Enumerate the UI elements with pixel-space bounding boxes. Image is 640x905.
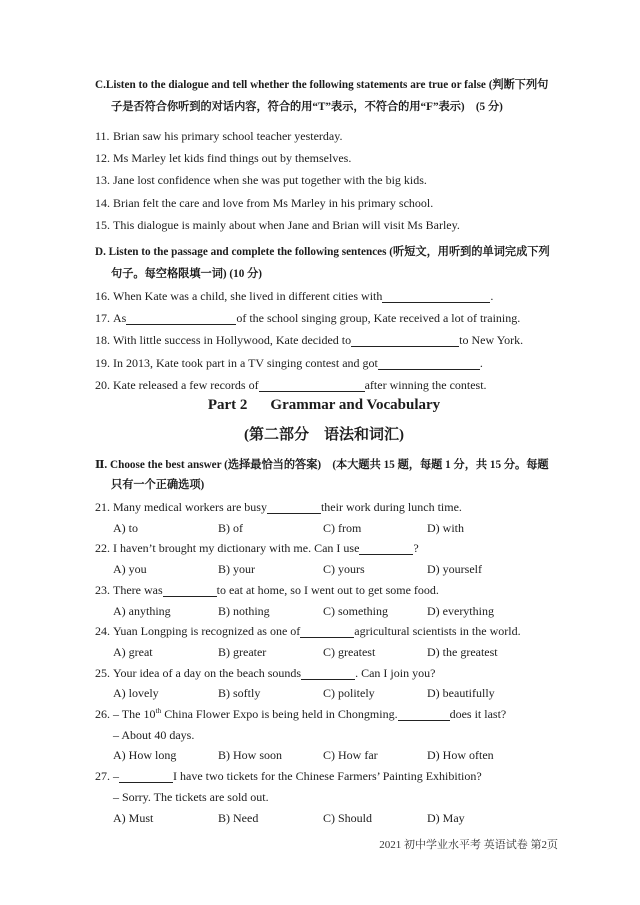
question-row	[95, 169, 553, 191]
answer-blank	[259, 389, 365, 392]
question-row	[95, 214, 553, 236]
answer-option: C) from	[323, 520, 362, 535]
answer-option: C) politely	[323, 686, 375, 701]
answer-option: A) anything	[113, 603, 171, 618]
section-c-heading: C.Listen to the dialogue and tell whether the following statements are true or false (判断下列句子是否符合你听到的对话内容，符合的用“T”表示，不符合的用“F”表示) (5 分)	[95, 79, 549, 113]
answer-blank	[163, 594, 217, 597]
question-number: 20.	[95, 377, 110, 392]
part2-subtitle: (第二部分 语法和词汇)	[244, 427, 404, 444]
answer-option: D) yourself	[427, 562, 482, 577]
question-text: With little success in Hollywood, Kate decided to to New York.	[113, 333, 524, 348]
answer-blank	[267, 511, 321, 514]
section-c-questions	[95, 125, 553, 236]
question-number: 27.	[95, 769, 110, 784]
options-row	[113, 808, 553, 829]
section-ii-multiple-choice	[95, 455, 553, 828]
answer-option: C) something	[323, 603, 388, 618]
question-number: 22.	[95, 541, 110, 556]
question-row	[95, 704, 553, 725]
answer-option: B) of	[218, 520, 243, 535]
question-text: I haven’t brought my dictionary with me. Can I use ?	[113, 541, 419, 556]
answer-blank	[398, 718, 450, 721]
question-subline: – About 40 days.	[113, 727, 195, 742]
answer-blank	[300, 635, 354, 638]
options-row	[113, 559, 553, 580]
answer-option: B) Need	[218, 810, 259, 825]
question-text: Your idea of a day on the beach sounds . Can I join you?	[113, 665, 436, 680]
question-row	[95, 125, 553, 147]
question-row	[95, 352, 553, 374]
answer-option: B) softly	[218, 686, 261, 701]
answer-blank	[301, 677, 355, 680]
answer-option: A) great	[113, 644, 153, 659]
question-number: 23.	[95, 582, 110, 597]
answer-option: D) the greatest	[427, 644, 498, 659]
question-text: Many medical workers are busy their work during lunch time.	[113, 500, 462, 515]
question-text: There was to eat at home, so I went out to get some food.	[113, 582, 439, 597]
answer-option: B) How soon	[218, 748, 283, 763]
answer-option: D) May	[427, 810, 465, 825]
answer-option: A) you	[113, 562, 147, 577]
question-row	[95, 192, 553, 214]
question-number: 17.	[95, 311, 110, 326]
question-row	[95, 538, 553, 559]
answer-blank	[351, 344, 459, 347]
question-subline: – Sorry. The tickets are sold out.	[113, 789, 269, 804]
question-row	[95, 374, 553, 396]
question-number: 14.	[95, 195, 110, 210]
answer-option: B) nothing	[218, 603, 270, 618]
question-text: Kate released a few records of after winning the contest.	[113, 377, 487, 392]
question-text: In 2013, Kate took part in a TV singing contest and got .	[113, 355, 483, 370]
question-row	[95, 285, 553, 307]
question-number: 19.	[95, 355, 110, 370]
question-text: Ms Marley let kids find things out by themselves.	[113, 151, 352, 166]
question-number: 18.	[95, 333, 110, 348]
options-row	[113, 518, 553, 539]
question-row	[95, 497, 553, 518]
options-row	[113, 601, 553, 622]
answer-option: C) greatest	[323, 644, 376, 659]
answer-option: C) How far	[323, 748, 378, 763]
question-row	[95, 766, 553, 787]
question-row	[95, 307, 553, 329]
question-number: 11.	[95, 129, 110, 143]
question-row	[95, 329, 553, 351]
question-number: 25.	[95, 665, 110, 680]
question-text: As of the school singing group, Kate received a lot of training.	[113, 311, 521, 326]
question-number: 21.	[95, 500, 110, 515]
question-text: Jane lost confidence when she was put together with the big kids.	[113, 173, 427, 188]
page-content	[95, 74, 553, 828]
question-number: 26.	[95, 707, 110, 722]
question-number: 15.	[95, 217, 110, 232]
question-number: 13.	[95, 173, 110, 188]
answer-option: B) greater	[218, 644, 267, 659]
answer-blank	[378, 367, 480, 370]
question-text: This dialogue is mainly about when Jane and Brian will visit Ms Barley.	[113, 217, 460, 232]
question-row	[95, 621, 553, 642]
section-c-listening-true-false	[95, 74, 553, 236]
part2-title-text: Grammar and Vocabulary	[270, 397, 441, 414]
part2-label: Part 2	[207, 397, 248, 414]
question-text: Brian felt the care and love from Ms Marley in his primary school.	[113, 195, 434, 210]
answer-blank	[359, 552, 413, 555]
question-row	[95, 580, 553, 601]
question-number: 16.	[95, 289, 110, 304]
section-ii-questions	[95, 497, 553, 828]
question-text: – I have two tickets for the Chinese Farmers’ Painting Exhibition?	[113, 769, 482, 784]
answer-blank	[382, 300, 490, 303]
part2-header	[95, 396, 553, 446]
answer-option: B) your	[218, 562, 255, 577]
question-text: Yuan Longping is recognized as one of agricultural scientists in the world.	[113, 624, 521, 639]
answer-option: C) Should	[323, 810, 373, 825]
question-number: 12.	[95, 151, 110, 166]
options-row	[113, 745, 553, 766]
page-footer: 2021 初中学业水平考 英语试卷 第2页	[379, 839, 558, 851]
answer-option: D) How often	[427, 748, 494, 763]
question-number: 24.	[95, 624, 110, 639]
answer-option: D) everything	[427, 603, 494, 618]
options-row	[113, 683, 553, 704]
answer-blank	[126, 322, 236, 325]
question-text: – The 10th China Flower Expo is being held in Chongming. does it last?	[113, 706, 507, 722]
part2-title	[95, 396, 553, 414]
answer-option: A) lovely	[113, 686, 159, 701]
answer-option: A) Must	[113, 810, 154, 825]
section-ii-heading: Ⅱ. Choose the best answer (选择最恰当的答案) (本大题共 15 题，每题 1 分，共 15 分。每题只有一个正确选项)	[95, 459, 549, 492]
section-d-questions	[95, 285, 553, 396]
options-row	[113, 642, 553, 663]
question-text: When Kate was a child, she lived in different cities with .	[113, 289, 494, 304]
superscript-text: th	[155, 706, 162, 716]
question-row	[95, 147, 553, 169]
question-row	[95, 663, 553, 684]
section-d-listening-completion	[95, 241, 553, 396]
answer-option: A) to	[113, 520, 138, 535]
question-text: Brian saw his primary school teacher yesterday.	[113, 129, 343, 143]
section-d-heading: D. Listen to the passage and complete the following sentences (听短文，用听到的单词完成下列句子。每空格限填一词) (10 分)	[95, 246, 550, 281]
answer-blank	[119, 780, 173, 783]
answer-option: C) yours	[323, 562, 365, 577]
answer-option: D) with	[427, 520, 464, 535]
answer-option: D) beautifully	[427, 686, 495, 701]
answer-option: A) How long	[113, 748, 177, 763]
